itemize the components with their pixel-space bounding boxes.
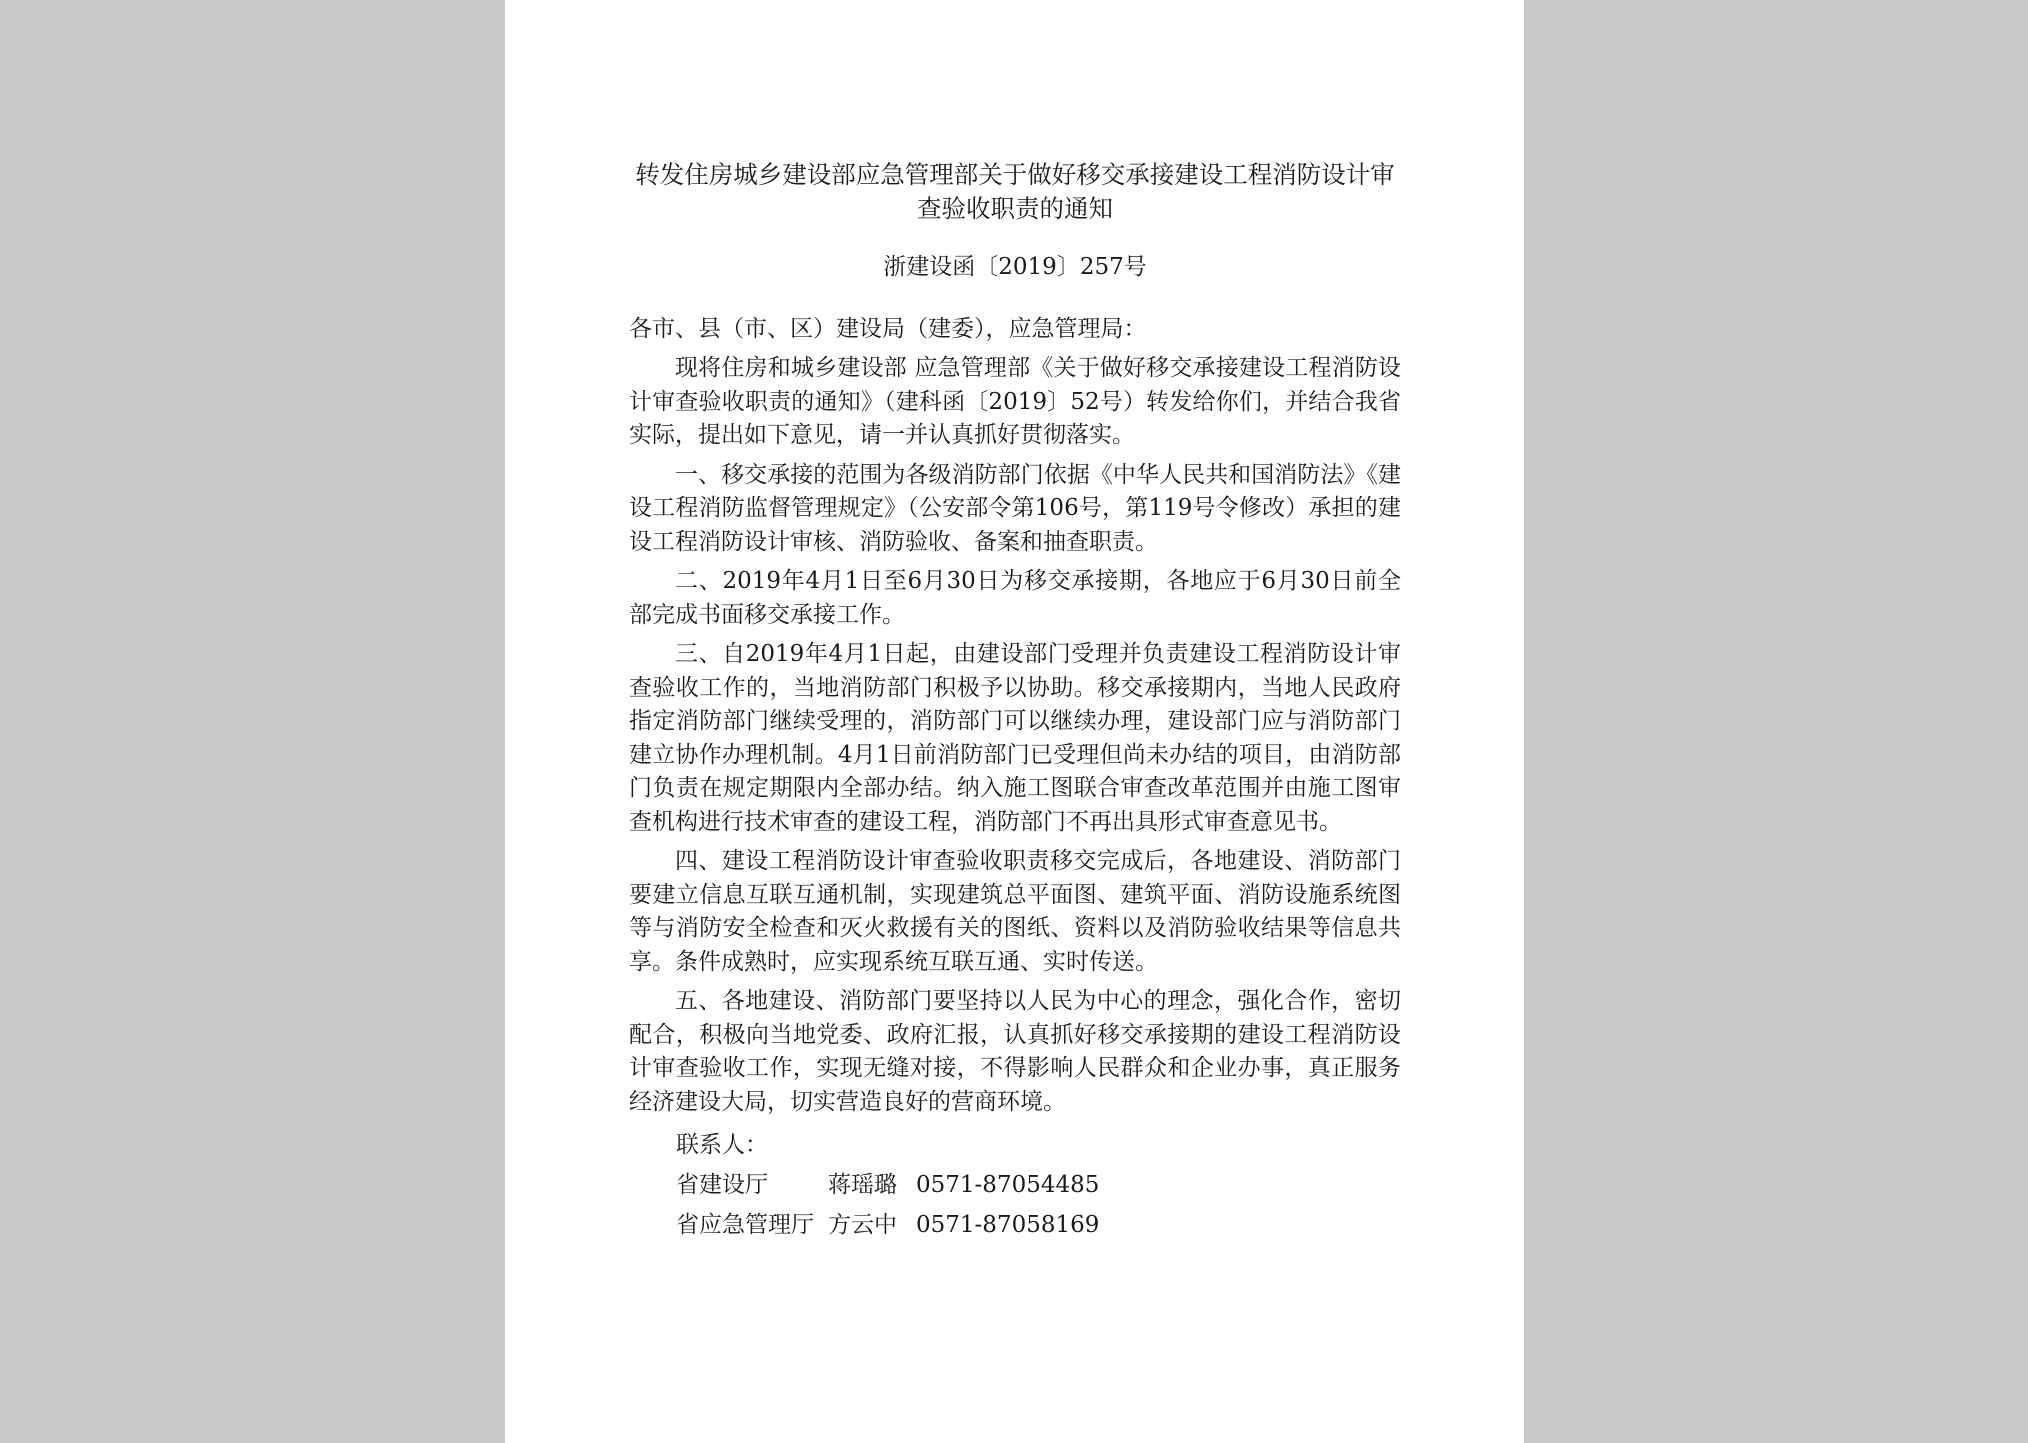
paragraph-item-5: 五、各地建设、消防部门要坚持以人民为中心的理念，强化合作，密切配合，积极向当地党委、政府汇报，认真抓好移交承接期的建设工程消防设计审查验收工作，实现无缝对接，不得影响人民群众和企业办事，真正服务经济建设大局，切实营造良好的营商环境。 [629,988,1401,1115]
paragraph-item-2: 二、2019年4月1日至6月30日为移交承接期，各地应于6月30日前全部完成书面移交承接工作。 [629,568,1401,628]
contact-row [676,1165,1401,1205]
contact-org: 省建设厅 [676,1172,768,1198]
paragraph-item-3: 三、自2019年4月1日起，由建设部门受理并负责建设工程消防设计审查验收工作的，当地消防部门积极予以协助。移交承接期内，当地人民政府指定消防部门继续受理的，消防部门可以继续办理，建设部门应与消防部门建立协作办理机制。4月1日前消防部门已受理但尚未办结的项目，由消防部门负责在规定期限内全部办结。纳入施工图联合审查改革范围并由施工图审查机构进行技术审查的建设工程，消防部门不再出具形式审查意见书。 [629,641,1401,835]
document-addressee: 各市、县（市、区）建设局（建委），应急管理局： [629,316,1147,342]
document-page [505,0,1524,1443]
document-title: 转发住房城乡建设部应急管理部关于做好移交承接建设工程消防设计审查验收职责的通知 [635,160,1395,223]
contact-phone: 0571-87054485 [916,1172,1100,1198]
document-content [629,158,1401,1245]
contact-label: 联系人： [676,1132,768,1158]
contact-row [676,1205,1401,1245]
paragraph-intro: 现将住房和城乡建设部 应急管理部《关于做好移交承接建设工程消防设计审查验收职责的通知》（建科函〔2019〕52号）转发给你们，并结合我省实际，提出如下意见，请一并认真抓好贯彻落实。 [629,355,1401,448]
contact-phone: 0571-87058169 [916,1212,1100,1238]
contact-org: 省应急管理厅 [676,1212,814,1238]
document-number: 浙建设函〔2019〕257号 [883,254,1147,280]
contact-name: 蒋瑶璐 [828,1172,897,1198]
paragraph-item-1: 一、移交承接的范围为各级消防部门依据《中华人民共和国消防法》《建设工程消防监督管理规定》（公安部令第106号，第119号令修改）承担的建设工程消防设计审核、消防验收、备案和抽查职责。 [629,461,1401,555]
paragraph-item-4: 四、建设工程消防设计审查验收职责移交完成后，各地建设、消防部门要建立信息互联互通机制，实现建筑总平面图、建筑平面、消防设施系统图等与消防安全检查和灭火救援有关的图纸、资料以及消防验收结果等信息共享。条件成熟时，应实现系统互联互通、实时传送。 [629,848,1401,975]
contact-name: 方云中 [828,1212,897,1238]
